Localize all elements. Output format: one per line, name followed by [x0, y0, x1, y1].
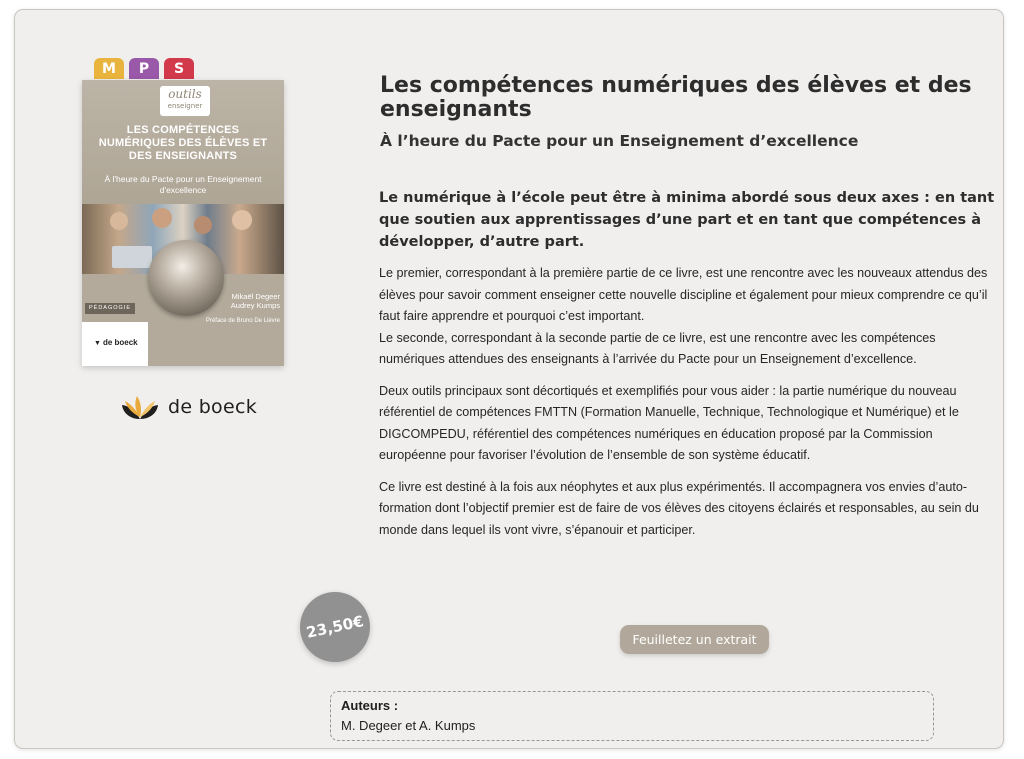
cover-photo-laptop [112, 246, 152, 268]
level-badge-s: S [164, 58, 194, 79]
book-lead-paragraph: Le numérique à l’école peut être à minima abordé sous deux axes : en tant que soutien aux apprentissages d’une part et en tant que compétences à développer, d’autre part. [379, 190, 995, 250]
description-paragraph-1a: Le premier, correspondant à la première partie de ce livre, est une rencontre avec les nouveaux attendus des élèves pour savoir comment enseigner cette nouvelle discipline et également pour mieux comprendre ce qu’il faut faire apprendre et pourquoi c’est important. [379, 266, 988, 323]
authors-box [330, 691, 934, 741]
cover-title: LES COMPÉTENCES NUMÉRIQUES DES ÉLÈVES ET DES ENSEIGNANTS [98, 124, 268, 162]
cover-authors [210, 292, 280, 310]
cover-collection-label: PÉDAGOGIE [85, 303, 135, 314]
price-badge [300, 592, 370, 662]
description-paragraph-1b: Le seconde, correspondant à la seconde partie de ce livre, est une rencontre avec les compétences numériques attendues des enseignants à l’arrivée du Pacte pour un Enseignement d’excellence. [379, 330, 936, 366]
description-paragraph-1 [379, 263, 1001, 371]
cover-photo-person [194, 216, 212, 234]
publisher-logo-icon [120, 393, 160, 421]
authors-label: Auteurs : [341, 698, 399, 713]
description-paragraph-2: Deux outils principaux sont décortiqués et exemplifiés pour vous aider : la partie numérique du nouveau référentiel de compétences FMTTN (Formation Manuelle, Technique, Technologique et Numérique) et le DIGCOMPEDU, référentiel des compétences numériques en éducation proposé par la Commission européenne pour favoriser l’évolution de l’ensemble de son système éducatif. [379, 383, 959, 462]
book-description [379, 263, 1001, 551]
book-cover-image [82, 80, 284, 366]
cover-series-logo [160, 86, 210, 116]
cover-photo-person [232, 210, 252, 230]
cover-publisher-name: ▼ de boeck [94, 338, 138, 347]
cover-subtitle: À l'heure du Pacte pour un Enseignement d'excellence [104, 174, 262, 195]
book-title: Les compétences numériques des élèves et des enseignants [380, 73, 972, 122]
book-subtitle: À l’heure du Pacte pour un Enseignement d’excellence [380, 132, 859, 150]
cover-publisher-box [82, 322, 148, 366]
cover-author-1: Mikaël Degeer [231, 292, 280, 301]
price-value: 23,50€ [304, 612, 366, 642]
cover-photo-person [152, 208, 172, 228]
cover-preface: Préface de Bruno De Lièvre [205, 318, 280, 324]
description-paragraph-3: Ce livre est destiné à la fois aux néophytes et aux plus expérimentés. Il accompagnera vos envies d’auto-formation dont l’objectif premier est de faire de vos élèves des citoyens éclairés et responsables, au sein du monde dans lequel ils vont vivre, s’épanouir et participer. [379, 479, 979, 537]
product-card [14, 9, 1004, 749]
authors-value: M. Degeer et A. Kumps [341, 718, 476, 733]
level-badge-m: M [94, 58, 124, 79]
cover-photo-person [110, 212, 128, 230]
level-badges [94, 58, 194, 79]
publisher-logo [120, 393, 257, 421]
preview-extract-button[interactable]: Feuilletez un extrait [620, 625, 769, 654]
cover-series-line1: outils [168, 87, 202, 101]
cover-series-line2: enseigner [167, 102, 203, 110]
publisher-name: de boeck [168, 396, 258, 418]
cover-author-2: Audrey Kumps [230, 301, 280, 310]
level-badge-p: P [129, 58, 159, 79]
